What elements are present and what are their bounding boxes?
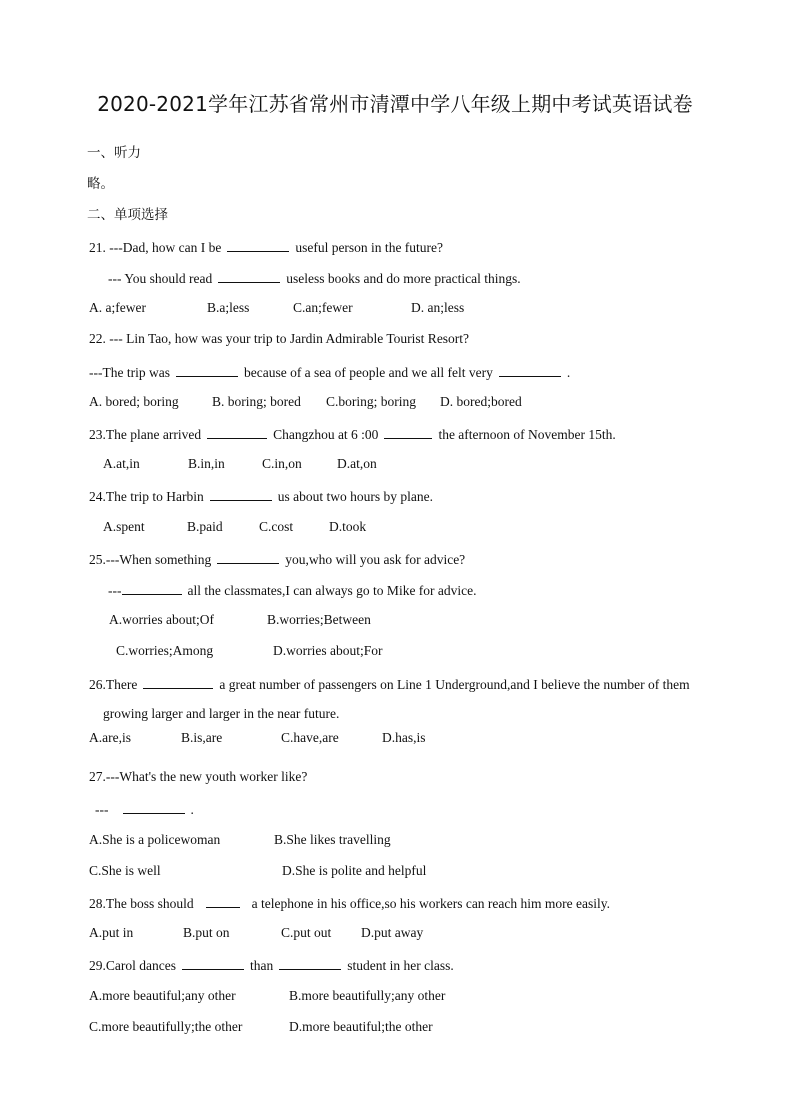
q22-text-c: . [566,365,571,380]
option-c: C.in,on [262,456,302,471]
question-27-line2 [95,799,194,819]
option-c: C.put out [281,925,332,940]
option-b: B.worries;Between [267,612,371,627]
question-27-line1: 27.---What's the new youth worker like? [89,769,308,784]
answer-blank [122,580,182,595]
answer-blank [206,893,240,908]
question-28 [89,893,610,913]
question-26-line2: growing larger and larger in the near future. [103,706,340,721]
q25-text-a: 25.---When something [89,552,212,567]
page-title: 2020-2021学年江苏省常州市清潭中学八年级上期中考试英语试卷 [97,92,693,116]
answer-blank [227,237,289,252]
q26-text-a: 26.There [89,677,138,692]
option-b: B.more beautifully;any other [289,988,446,1003]
q27-text-a: --- [95,802,109,817]
q21-text-c: --- You should read [108,271,213,286]
q25-text-c: --- [108,583,122,598]
q28-text-a: 28.The boss should [89,896,194,911]
option-d: D.put away [361,925,424,940]
option-b: B.paid [187,519,223,534]
question-29 [89,955,454,975]
option-b: B.a;less [207,300,250,315]
q27-text-b: . [190,802,194,817]
option-c: C.boring; boring [326,394,416,409]
listening-note: 略。 [87,176,114,192]
q29-text-c: student in her class. [347,958,454,973]
option-c: C.cost [259,519,294,534]
option-d: D.took [329,519,367,534]
answer-blank [279,955,341,970]
q22-text-a: ---The trip was [89,365,170,380]
option-c: C.have,are [281,730,339,745]
answer-blank [217,549,279,564]
answer-blank [384,424,432,439]
q23-text-b: Changzhou at 6 :00 [273,427,379,442]
choice-heading: 二、单项选择 [87,207,168,223]
answer-blank [143,674,213,689]
option-c: C.more beautifully;the other [89,1019,243,1034]
q22-text-b: because of a sea of people and we all felt very [243,365,493,380]
option-d: D.She is polite and helpful [282,863,427,878]
option-a: A.worries about;Of [109,612,214,627]
q23-text-a: 23.The plane arrived [89,427,202,442]
answer-blank [182,955,244,970]
question-23 [89,424,616,444]
option-d: D.at,on [337,456,377,471]
option-d: D. an;less [411,300,465,315]
question-22-line1: 22. --- Lin Tao, how was your trip to Jardin Admirable Tourist Resort? [89,331,470,346]
answer-blank [176,362,238,377]
option-a: A.are,is [89,730,131,745]
answer-blank [499,362,561,377]
q23-text-c: the afternoon of November 15th. [438,427,616,442]
q21-text-d: useless books and do more practical things. [286,271,521,286]
question-21-line2 [108,268,521,288]
option-b: B.She likes travelling [274,832,391,847]
answer-blank [123,799,185,814]
question-26-line1 [89,674,690,694]
option-a: A. bored; boring [89,394,179,409]
option-a: A.spent [103,519,145,534]
q24-text-b: us about two hours by plane. [277,489,433,504]
question-22-line2 [89,362,570,382]
question-24 [89,486,433,506]
option-c: C.worries;Among [116,643,214,658]
option-b: B.put on [183,925,230,940]
q28-text-b: a telephone in his office,so his workers can reach him more easily. [251,896,611,911]
answer-blank [207,424,267,439]
option-d: D.more beautiful;the other [289,1019,433,1034]
q25-text-b: you,who will you ask for advice? [285,552,466,567]
question-21-line1 [89,237,443,257]
option-a: A.put in [89,925,134,940]
option-d: D.has,is [382,730,426,745]
q25-text-d: all the classmates,I can always go to Mike for advice. [187,583,477,598]
question-25-line2 [108,580,477,600]
option-a: A.at,in [103,456,140,471]
question-25-line1 [89,549,465,569]
option-b: B. boring; bored [212,394,301,409]
q26-text-b: a great number of passengers on Line 1 Underground,and I believe the number of them [219,677,690,692]
q24-text-a: 24.The trip to Harbin [89,489,204,504]
option-a: A. a;fewer [89,300,146,315]
option-c: C.an;fewer [293,300,353,315]
option-b: B.in,in [188,456,225,471]
option-c: C.She is well [89,863,161,878]
option-a: A.She is a policewoman [89,832,221,847]
listening-heading: 一、听力 [87,145,141,161]
q21-text-b: useful person in the future? [295,240,444,255]
option-d: D.worries about;For [273,643,383,658]
option-a: A.more beautiful;any other [89,988,236,1003]
q29-text-a: 29.Carol dances [89,958,176,973]
option-d: D. bored;bored [440,394,522,409]
answer-blank [210,486,272,501]
option-b: B.is,are [181,730,223,745]
answer-blank [218,268,280,283]
q21-text-a: 21. ---Dad, how can I be [89,240,222,255]
q29-text-b: than [249,958,274,973]
